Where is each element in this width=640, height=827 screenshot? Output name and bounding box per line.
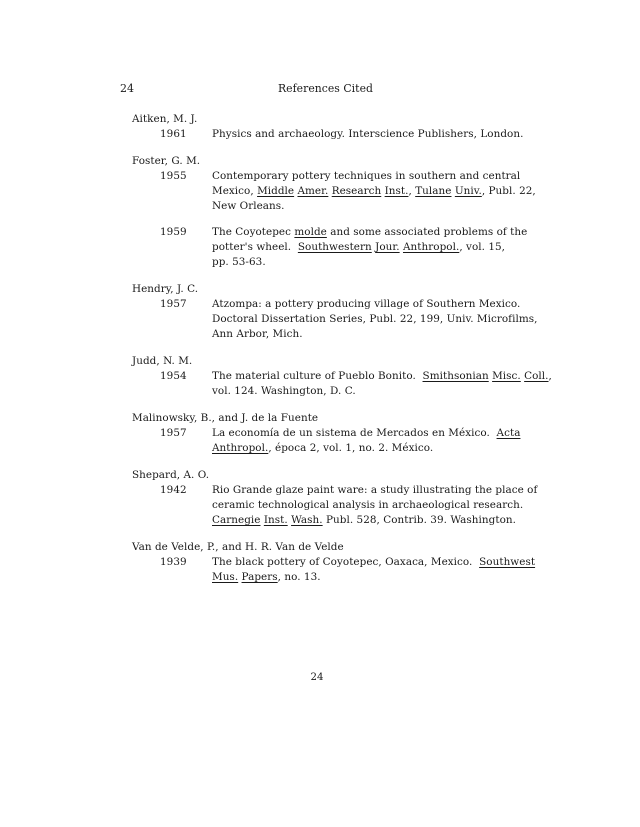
reference-entry-hendry	[132, 282, 538, 342]
page-number-bottom: 24	[310, 672, 324, 683]
reference-author: Malinowsky, B., and J. de la Fuente	[132, 412, 319, 424]
reference-entry-malinowsky	[132, 411, 532, 456]
reference-work	[132, 127, 532, 142]
citation-underlined-text: Southwest	[479, 556, 536, 568]
reference-citation	[212, 169, 536, 214]
reference-entry-foster	[132, 154, 536, 270]
running-title: References Cited	[278, 82, 373, 95]
citation-underlined-text: Southwestern	[297, 241, 372, 253]
citation-line: pp. 53-63.	[212, 256, 266, 268]
citation-text: , Publ. 22,	[481, 185, 536, 197]
reference-year: 1942	[160, 484, 187, 496]
citation-text: , época 2, vol. 1, no. 2. México.	[268, 442, 434, 454]
reference-work	[132, 483, 538, 528]
reference-citation	[212, 369, 552, 399]
citation-line: ceramic technological analysis in archaeological research.	[212, 499, 524, 511]
reference-year: 1957	[160, 298, 187, 310]
citation-line	[212, 513, 530, 528]
reference-work	[132, 426, 532, 456]
citation-text: The material culture of Pueblo Bonito.	[212, 370, 416, 382]
reference-author: Hendry, J. C.	[132, 283, 199, 295]
reference-author: Judd, N. M.	[132, 355, 193, 367]
citation-line: Ann Arbor, Mich.	[212, 328, 303, 340]
reference-entry-judd	[132, 354, 552, 399]
citation-underlined-text: Misc.	[492, 370, 521, 382]
citation-text: Mexico,	[212, 185, 254, 197]
citation-line	[212, 570, 530, 585]
citation-underlined-text: Inst.	[384, 185, 409, 197]
citation-underlined-text: Tulane	[415, 185, 452, 197]
reference-year: 1955	[160, 170, 187, 182]
citation-line	[212, 240, 530, 255]
citation-underlined-text: Univ.	[454, 185, 482, 197]
citation-line: Contemporary pottery techniques in southern and central	[212, 170, 521, 182]
reference-year: 1961	[160, 128, 187, 140]
citation-line	[212, 369, 552, 384]
reference-work	[132, 225, 532, 270]
citation-underlined-text: Middle	[257, 185, 295, 197]
reference-year: 1954	[160, 370, 187, 382]
citation-underlined-text: Wash.	[291, 514, 323, 526]
reference-citation	[212, 297, 538, 342]
citation-underlined-text: molde	[294, 226, 327, 238]
citation-line	[212, 555, 536, 570]
citation-text: , vol. 15,	[459, 241, 505, 253]
citation-underlined-text: Anthropol.	[212, 442, 269, 454]
citation-underlined-text: Anthropol.	[402, 241, 460, 253]
citation-line	[212, 426, 530, 441]
reference-entry-van-de-velde	[132, 540, 536, 585]
reference-author: Aitken, M. J.	[132, 113, 198, 125]
citation-underlined-text: Inst.	[263, 514, 288, 526]
citation-underlined-text: Jour.	[375, 241, 400, 253]
citation-underlined-text: Amer.	[297, 185, 329, 197]
citation-text: ,	[408, 185, 412, 197]
citation-underlined-text: Acta	[496, 427, 521, 439]
reference-work	[132, 555, 536, 585]
citation-text: The black pottery of Coyotepec, Oaxaca, Mexico.	[212, 556, 473, 568]
citation-text: La economía de un sistema de Mercados en México.	[212, 427, 490, 439]
citation-line	[212, 184, 536, 199]
citation-line: vol. 124. Washington, D. C.	[212, 385, 356, 397]
reference-author: Van de Velde, P., and H. R. Van de Velde	[132, 541, 344, 553]
reference-citation	[212, 426, 530, 456]
citation-line: Doctoral Dissertation Series, Publ. 22, 199, Univ. Microfilms,	[212, 313, 538, 325]
citation-line: Rio Grande glaze paint ware: a study illustrating the place of	[212, 484, 538, 496]
reference-citation	[212, 483, 538, 528]
reference-entry-shepard	[132, 468, 538, 528]
citation-underlined-text: Papers	[241, 571, 278, 583]
reference-work	[132, 297, 538, 342]
reference-citation	[212, 555, 536, 585]
citation-line	[212, 441, 530, 456]
reference-author: Foster, G. M.	[132, 155, 201, 167]
citation-text: The Coyotepec	[212, 226, 292, 238]
reference-entry-aitken	[132, 112, 532, 142]
citation-text: and some associated problems of the	[330, 226, 528, 238]
reference-work	[132, 369, 552, 399]
references-list	[132, 112, 552, 585]
citation-underlined-text: Smithsonian	[422, 370, 489, 382]
citation-underlined-text: Carnegie	[212, 514, 261, 526]
reference-year: 1939	[160, 556, 187, 568]
citation-underlined-text: Mus.	[212, 571, 239, 583]
reference-year: 1959	[160, 226, 187, 238]
citation-line: New Orleans.	[212, 200, 285, 212]
citation-text: , no. 13.	[277, 571, 321, 583]
reference-citation	[212, 127, 530, 142]
citation-text: ,	[548, 370, 552, 382]
page-header	[115, 82, 435, 98]
citation-text: potter's wheel.	[212, 241, 292, 253]
reference-year: 1957	[160, 427, 187, 439]
citation-underlined-text: Coll.	[524, 370, 549, 382]
reference-citation	[212, 225, 530, 270]
citation-line	[212, 225, 530, 240]
citation-line: Physics and archaeology. Interscience Publishers, London.	[212, 128, 524, 140]
page-number-top: 24	[120, 82, 135, 95]
citation-line: Atzompa: a pottery producing village of Southern Mexico.	[212, 298, 521, 310]
reference-author: Shepard, A. O.	[132, 469, 210, 481]
reference-work	[132, 169, 536, 214]
citation-text: Publ. 528, Contrib. 39. Washington.	[325, 514, 516, 526]
citation-underlined-text: Research	[331, 185, 382, 197]
